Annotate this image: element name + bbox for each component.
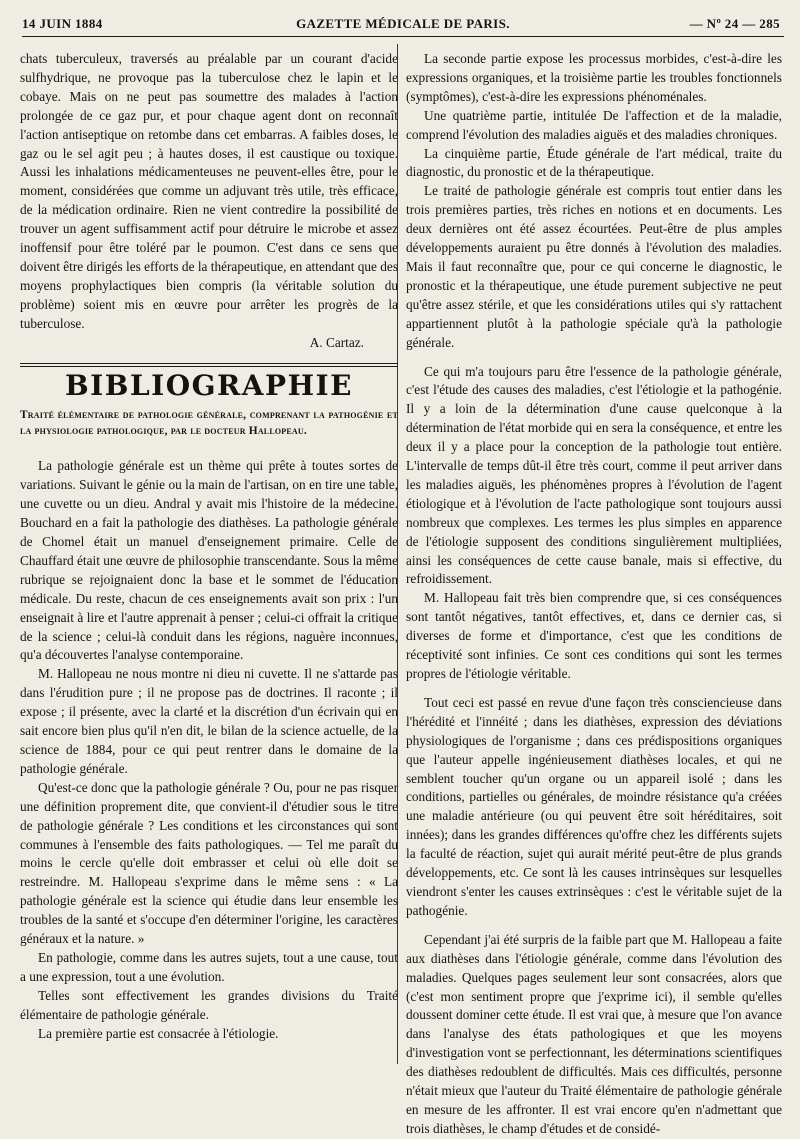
paragraph-gap: [406, 353, 782, 363]
review-paragraph: Le traité de pathologie générale est compris tout entier dans les trois premières parties, très riches en notions et en documents. Les deux dernières ont été assez écourtées. Peut-être de plus amples développements auraient pu être donnés à l'évolution des maladies. Mais il faut reconnaître que, pour ce qui concerne le diagnostic, le pronostic et la thérapeutique, une étude purement subjective ne peut qu'être assez stérile, et que les considérations utiles qui s'y rattachent appartiennent plutôt à la pathologie spéciale qu'à la pathologie générale.: [406, 183, 782, 350]
review-paragraph: La première partie est consacrée à l'étiologie.: [38, 1025, 279, 1041]
review-paragraph: La pathologie générale est un thème qui prête à toutes sortes de variations. Suivant le génie ou la main de l'artisan, on en tire une table, une cuvette ou un dieu. Andral y avait mis l'histoire de la médecine. Bouchard en a fait la pathologie des diathèses. La pathologie générale de Chomel était un manuel d'enseignement primaire. Celle de Chauffard était une œuvre de philosophie transcendante. Sous la même rubrique se rejoignaient donc la base et le sommet de l'éducation médicale. Du reste, chacun de ces enseignements avait son prix : l'un enseignait à lire et l'autre apprenait à penser ; celui-ci offrait la critique de la science ; celui-là conduit dans les régions, naguère inconnues, qu'a découvertes l'analyse contemporaine.: [20, 458, 398, 663]
review-paragraph: M. Hallopeau ne nous montre ni dieu ni cuvette. Il ne s'attarde pas dans l'érudition pure ; il ne propose pas de doctrines. Il raconte ; il expose ; il présente, avec la clarté et la discrétion d'un écrivain qui en sait encore bien plus qu'il n'en dit, le bilan de la science actuelle, de la science de 1884, pour ce qui peut rentrer dans le domaine de la pathologie générale.: [20, 666, 398, 776]
header-issue-page: — Nº 24 — 285: [689, 16, 780, 31]
header-title: GAZETTE MÉDICALE DE PARIS.: [296, 16, 510, 31]
review-paragraph: En pathologie, comme dans les autres sujets, tout a une cause, tout a une expression, tout a une évolution.: [20, 949, 398, 984]
running-header: [22, 14, 784, 37]
review-paragraph: La seconde partie expose les processus morbides, c'est-à-dire les expressions organiques, et la troisième partie les troubles fonctionnels (symptômes), c'est-à-dire les expressions phénoménales.: [406, 51, 782, 104]
review-paragraph: Cependant j'ai été surpris de la faible part que M. Hallopeau a faite aux diathèses dans l'étiologie générale, comme dans l'évolution des maladies. Quelques pages seulement leur sont consacrées, alors que (c'est mon sentiment propre que j'exprime ici), il semble qu'elles doussent dominer cette étude. Il est vrai que, à mesure que l'on avance dans l'analyse des états pathologiques et que les moyens d'investigation vont se perfectionnant, les déterminations scientifiques des diathèses redoublent de difficultés. Mais ces difficultés, personne n'était mieux que l'auteur du Traité élémentaire de pathologie générale en mesure de les affronter. Il est vrai encore qu'en n'admettant que trois diathèses, le champ d'études et de considé-: [406, 931, 782, 1136]
paragraph-gap: [406, 921, 782, 931]
review-paragraph: Qu'est-ce donc que la pathologie générale ? Ou, pour ne pas risquer une définition proprement dite, que convient-il d'étudier sous le titre de pathologie générale ? Les conditions et les circonstances qui sont communes à l'ensemble des faits pathologiques. — Tel me paraît du moins le cercle qu'elle doit embrasser et celui où elle doit se restreindre. M. Hallopeau s'exprime dans le même sens : « La pathologie générale est la science qui étudie dans leur ensemble les troubles de la santé et s'occupe d'en déterminer l'origine, les caractères généraux et la nature. »: [20, 779, 398, 947]
section-title: BIBLIOGRAPHIE: [65, 368, 353, 402]
review-paragraph: Ce qui m'a toujours paru être l'essence de la pathologie générale, c'est l'étude des causes des maladies, c'est l'étiologie et la pathogénie. Il y a loin de la détermination d'une cause quelconque à la détermination de l'état morbide qui en sera la conséquence, et entre les deux il y a place pour la conception de la pathologie tout entière. L'intervalle de temps dût-il être très court, comme il peut arriver dans les maladies aiguës, les phénomènes propres à l'évolution de l'agent étiologique et à l'évolution de l'acte pathologique sont toujours aussi nombreux que complexes. Les termes les plus simples en apparence de l'étiologie supposent des conditions singulièrement multipliées, ainsi les conséquences de cette cause banale, mais si effective, du refroidissement.: [406, 363, 782, 587]
review-paragraph: Tout ceci est passé en revue d'une façon très consciencieuse dans l'hérédité et l'innéité ; dans les diathèses, expression des déviations physiologiques de l'organisme ; dans ces prédispositions organiques que l'auteur appelle ingénieusement diathèses locales, et qui ne semblent toucher qu'un organe ou un appareil isolé ; dans les conditions, partielles ou générales, de moindre résistance qu'a créées une maladie antérieure (ou qui peuvent être soit héréditaires, soit innées); dans les grandes différences qu'offre chez les différents sujets la faculté de réaction, sujet qui aurait mérité peut-être de plus grands développements, etc. Ce sont là les causes intrinsèques sur lesquelles viendront s'enter les causes extrinsèques : c'est le véritable sujet de la pathogénie.: [406, 694, 782, 918]
book-reference: Traité élémentaire de pathologie générale, comprenant la pathogénie et la physiologie pathologique, par le docteur Hallopeau.: [20, 409, 398, 438]
article-paragraph: chats tuberculeux, traversés au préalable par un courant d'acide sulfhydrique, ne provoque pas la tuberculose chez le lapin et le cobaye. Mais on ne peut pas soumettre des malades à l'action prolongée de ce gaz pur, et pour chaque agent dont on reconnaît l'action antiseptique on retombe dans cet embarras. A faibles doses, le gaz ou le sel agit peu ; à hautes doses, il est caustique ou toxique. Aussi les inhalations médicamenteuses ne peuvent-elles être, pour le moment, considérées que comme un adjuvant très utile, très efficace, de la médication ordinaire. Rien ne vient contredire la possibilité de trouver un agent suffisamment actif pour détruire le microbe et assez inoffensif pour être toléré par le poumon. C'est dans ce sens que doivent être dirigés les efforts de la thérapeutique, en attendant que des moyens prophylactiques bien compris (la véritable solution du problème) soient mis en œuvre pour arrêter les progrès de la tuberculose.: [20, 51, 398, 331]
paragraph-gap: [406, 684, 782, 694]
left-column: [20, 50, 398, 1044]
review-paragraph: La cinquième partie, Étude générale de l'art médical, traite du diagnostic, du pronostic et de la thérapeutique.: [406, 145, 782, 180]
section-divider: [20, 363, 398, 367]
author-signature: A. Cartaz.: [309, 334, 364, 350]
right-column: [406, 50, 782, 1139]
review-paragraph: Une quatrième partie, intitulée De l'affection et de la maladie, comprend l'évolution des maladies aiguës et des maladies chroniques.: [406, 107, 782, 142]
review-paragraph: M. Hallopeau fait très bien comprendre que, si ces conséquences sont tantôt négatives, tantôt effectives, et, dans ce dernier cas, si diverses de forme et d'importance, c'est que les conditions de réceptivité sont infinies. Ce sont ces conditions qui sont les termes propres de l'étiologie véritable.: [406, 590, 782, 681]
review-paragraph: Telles sont effectivement les grandes divisions du Traité élémentaire de pathologie générale.: [20, 987, 398, 1022]
header-date: 14 JUIN 1884: [22, 16, 103, 31]
